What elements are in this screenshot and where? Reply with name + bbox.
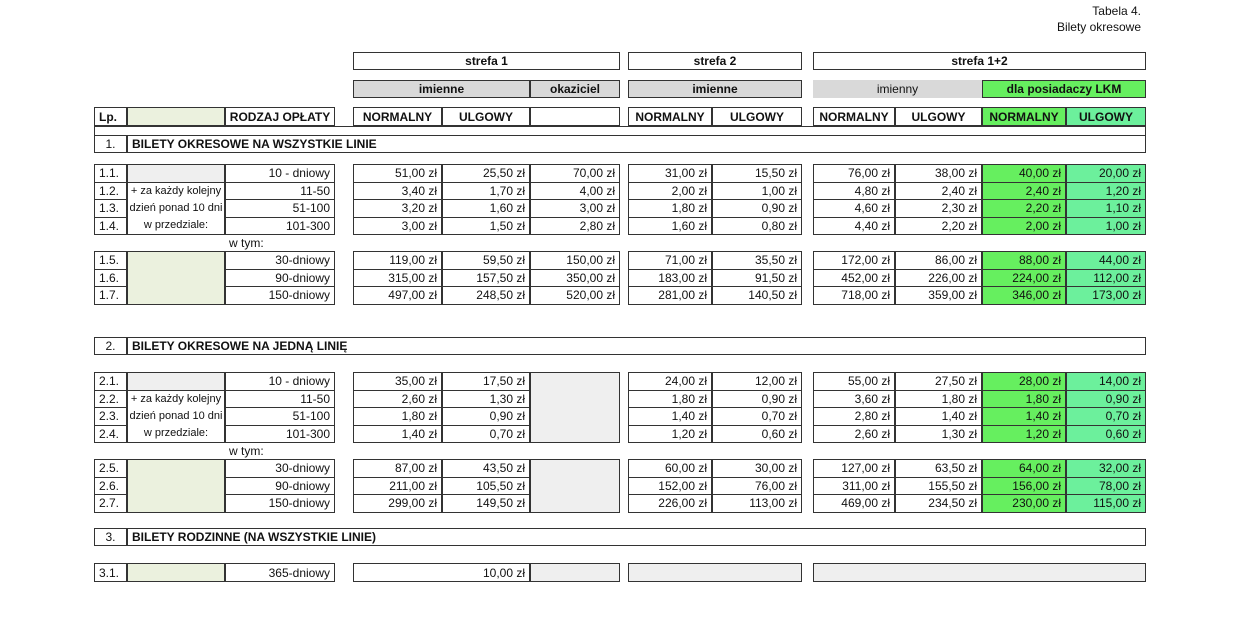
price-cell: 2,60 zł xyxy=(813,425,895,444)
col-header-reduced: NORMALNY xyxy=(813,107,895,126)
section-number: 2. xyxy=(94,337,127,355)
desc-blank xyxy=(127,164,225,183)
row-type: 10 - dniowy xyxy=(225,372,335,391)
price-cell: 1,00 zł xyxy=(1066,217,1146,236)
price-cell: 1,70 zł xyxy=(442,182,530,201)
col-header-blank xyxy=(530,107,620,126)
row-type: 30-dniowy xyxy=(225,251,335,270)
row-type: 11-50 xyxy=(225,182,335,201)
price-cell: 718,00 zł xyxy=(813,286,895,305)
price-cell: 88,00 zł xyxy=(982,251,1066,270)
row-lp: 1.2. xyxy=(94,182,127,201)
price-cell: 1,80 zł xyxy=(628,390,712,409)
table-caption-number: Tabela 4. xyxy=(1092,4,1141,18)
price-cell: 119,00 zł xyxy=(353,251,442,270)
section-title: BILETY OKRESOWE NA JEDNĄ LINIĘ xyxy=(127,337,1146,355)
price-cell: 149,50 zł xyxy=(442,494,530,513)
price-cell: 2,40 zł xyxy=(895,182,982,201)
row-type: 90-dniowy xyxy=(225,269,335,288)
price-cell: 226,00 zł xyxy=(628,494,712,513)
row-lp: 1.4. xyxy=(94,217,127,236)
price-cell: 43,50 zł xyxy=(442,459,530,478)
price-cell: 15,50 zł xyxy=(712,164,802,183)
price-cell: 497,00 zł xyxy=(353,286,442,305)
price-cell: 1,80 zł xyxy=(982,390,1066,409)
col-header-normal: NORMALNY xyxy=(353,107,442,126)
row-lp: 2.3. xyxy=(94,407,127,426)
price-cell: 1,50 zł xyxy=(442,217,530,236)
price-cell: 211,00 zł xyxy=(353,477,442,496)
price-cell: 2,20 zł xyxy=(895,217,982,236)
price-cell: 469,00 zł xyxy=(813,494,895,513)
desc-blank xyxy=(127,251,225,305)
w-tym-label: w tym: xyxy=(229,444,264,458)
desc-line: w przedziale: xyxy=(143,426,209,439)
row-lp: 2.7. xyxy=(94,494,127,513)
price-cell: 172,00 zł xyxy=(813,251,895,270)
subheader-imienny-s12: imienny xyxy=(813,80,982,98)
price-cell: 315,00 zł xyxy=(353,269,442,288)
row-lp: 2.6. xyxy=(94,477,127,496)
price-cell: 1,40 zł xyxy=(353,425,442,444)
desc-line: w przedziale: xyxy=(143,218,209,231)
price-cell: 1,80 zł xyxy=(895,390,982,409)
price-cell: 1,60 zł xyxy=(628,217,712,236)
price-cell: 0,80 zł xyxy=(712,217,802,236)
price-cell: 1,20 zł xyxy=(1066,182,1146,201)
row-lp: 1.1. xyxy=(94,164,127,183)
price-cell: 230,00 zł xyxy=(982,494,1066,513)
row-type: 150-dniowy xyxy=(225,286,335,305)
desc-per-day-note xyxy=(127,182,225,236)
desc-line: dzień ponad 10 dni xyxy=(129,201,223,214)
row-lp: 2.5. xyxy=(94,459,127,478)
row-lp: 3.1. xyxy=(94,563,127,582)
price-cell: 299,00 zł xyxy=(353,494,442,513)
price-cell: 4,60 zł xyxy=(813,199,895,218)
price-cell: 17,50 zł xyxy=(442,372,530,391)
col-header-normal: ULGOWY xyxy=(1066,107,1146,126)
price-cell: 87,00 zł xyxy=(353,459,442,478)
empty-cell xyxy=(530,459,620,513)
price-cell: 1,20 zł xyxy=(628,425,712,444)
price-cell: 105,50 zł xyxy=(442,477,530,496)
price-cell: 1,80 zł xyxy=(628,199,712,218)
col-header-blank xyxy=(127,107,225,126)
row-lp: 2.4. xyxy=(94,425,127,444)
table-caption-title: Bilety okresowe xyxy=(1056,20,1141,34)
price-cell: 248,50 zł xyxy=(442,286,530,305)
section-number: 1. xyxy=(94,135,127,153)
price-cell: 35,50 zł xyxy=(712,251,802,270)
price-cell: 311,00 zł xyxy=(813,477,895,496)
section-title: BILETY OKRESOWE NA WSZYSTKIE LINIE xyxy=(127,135,1146,153)
price-cell: 40,00 zł xyxy=(982,164,1066,183)
price-cell: 281,00 zł xyxy=(628,286,712,305)
subheader-imienne-s2: imienne xyxy=(628,80,802,98)
price-cell: 115,00 zł xyxy=(1066,494,1146,513)
price-cell: 35,00 zł xyxy=(353,372,442,391)
desc-blank xyxy=(127,372,225,391)
price-cell: 28,00 zł xyxy=(982,372,1066,391)
price-cell: 2,00 zł xyxy=(628,182,712,201)
price-cell: 4,00 zł xyxy=(530,182,620,201)
price-cell: 140,50 zł xyxy=(712,286,802,305)
price-cell: 112,00 zł xyxy=(1066,269,1146,288)
row-type: 101-300 xyxy=(225,425,335,444)
price-cell: 1,40 zł xyxy=(982,407,1066,426)
price-cell: 113,00 zł xyxy=(712,494,802,513)
price-cell: 0,70 zł xyxy=(712,407,802,426)
price-cell: 224,00 zł xyxy=(982,269,1066,288)
desc-blank xyxy=(127,563,225,582)
price-cell: 1,30 zł xyxy=(442,390,530,409)
row-lp: 2.1. xyxy=(94,372,127,391)
row-type: 30-dniowy xyxy=(225,459,335,478)
subheader-imienne-s1: imienne xyxy=(353,80,530,98)
price-cell: 2,80 zł xyxy=(813,407,895,426)
row-lp: 1.3. xyxy=(94,199,127,218)
price-cell: 63,50 zł xyxy=(895,459,982,478)
col-header-lp: Lp. xyxy=(94,107,127,126)
price-cell: 234,50 zł xyxy=(895,494,982,513)
price-cell: 2,40 zł xyxy=(982,182,1066,201)
zone-header-strefa-1-2: strefa 1+2 xyxy=(813,52,1146,70)
row-type: 101-300 xyxy=(225,217,335,236)
price-cell: 152,00 zł xyxy=(628,477,712,496)
price-cell: 20,00 zł xyxy=(1066,164,1146,183)
price-cell: 78,00 zł xyxy=(1066,477,1146,496)
col-header-reduced: ULGOWY xyxy=(442,107,530,126)
price-cell: 0,60 zł xyxy=(712,425,802,444)
price-cell: 4,40 zł xyxy=(813,217,895,236)
row-type: 10 - dniowy xyxy=(225,164,335,183)
price-cell: 1,60 zł xyxy=(442,199,530,218)
price-cell: 3,00 zł xyxy=(353,217,442,236)
row-type: 51-100 xyxy=(225,407,335,426)
price-cell: 31,00 zł xyxy=(628,164,712,183)
row-type: 365-dniowy xyxy=(225,563,335,582)
price-cell: 38,00 zł xyxy=(895,164,982,183)
price-cell: 64,00 zł xyxy=(982,459,1066,478)
price-cell: 25,50 zł xyxy=(442,164,530,183)
zone-header-strefa-2: strefa 2 xyxy=(628,52,802,70)
price-cell: 12,00 zł xyxy=(712,372,802,391)
price-cell: 2,20 zł xyxy=(982,199,1066,218)
price-cell: 0,70 zł xyxy=(1066,407,1146,426)
row-lp: 1.6. xyxy=(94,269,127,288)
price-cell: 59,50 zł xyxy=(442,251,530,270)
price-cell: 27,50 zł xyxy=(895,372,982,391)
price-cell: 226,00 zł xyxy=(895,269,982,288)
desc-per-day-note xyxy=(127,390,225,444)
price-cell: 183,00 zł xyxy=(628,269,712,288)
price-cell: 3,00 zł xyxy=(530,199,620,218)
price-cell: 350,00 zł xyxy=(530,269,620,288)
empty-cell xyxy=(813,563,1146,582)
row-lp: 2.2. xyxy=(94,390,127,409)
desc-line: + za każdy kolejny xyxy=(130,184,222,197)
subheader-okaziciel: okaziciel xyxy=(530,80,620,98)
row-type: 51-100 xyxy=(225,199,335,218)
price-cell: 0,90 zł xyxy=(712,199,802,218)
price-cell: 30,00 zł xyxy=(712,459,802,478)
price-cell: 3,40 zł xyxy=(353,182,442,201)
zone-header-strefa-1: strefa 1 xyxy=(353,52,620,70)
price-cell: 1,40 zł xyxy=(895,407,982,426)
price-cell: 0,90 zł xyxy=(1066,390,1146,409)
empty-cell xyxy=(530,563,620,582)
price-cell: 0,90 zł xyxy=(442,407,530,426)
price-cell: 2,30 zł xyxy=(895,199,982,218)
price-cell: 2,00 zł xyxy=(982,217,1066,236)
price-cell: 1,40 zł xyxy=(628,407,712,426)
price-cell: 24,00 zł xyxy=(628,372,712,391)
price-cell: 346,00 zł xyxy=(982,286,1066,305)
section-title: BILETY RODZINNE (NA WSZYSTKIE LINIE) xyxy=(127,528,1146,546)
price-cell: 2,60 zł xyxy=(353,390,442,409)
price-cell: 1,80 zł xyxy=(353,407,442,426)
price-cell: 452,00 zł xyxy=(813,269,895,288)
price-cell: 91,50 zł xyxy=(712,269,802,288)
price-cell: 76,00 zł xyxy=(712,477,802,496)
price-cell: 1,20 zł xyxy=(982,425,1066,444)
price-cell: 156,00 zł xyxy=(982,477,1066,496)
col-header-normal: ULGOWY xyxy=(895,107,982,126)
price-cell: 60,00 zł xyxy=(628,459,712,478)
price-cell: 10,00 zł xyxy=(353,563,530,582)
price-cell: 127,00 zł xyxy=(813,459,895,478)
row-type: 11-50 xyxy=(225,390,335,409)
col-header-type: RODZAJ OPŁATY xyxy=(225,107,335,126)
price-cell: 51,00 zł xyxy=(353,164,442,183)
price-cell: 1,00 zł xyxy=(712,182,802,201)
price-cell: 70,00 zł xyxy=(530,164,620,183)
col-header-reduced: NORMALNY xyxy=(628,107,712,126)
col-header-normal: ULGOWY xyxy=(712,107,802,126)
empty-cell xyxy=(628,563,802,582)
price-cell: 157,50 zł xyxy=(442,269,530,288)
row-type: 150-dniowy xyxy=(225,494,335,513)
price-cell: 76,00 zł xyxy=(813,164,895,183)
price-cell: 0,70 zł xyxy=(442,425,530,444)
subheader-lkm: dla posiadaczy LKM xyxy=(982,80,1146,98)
desc-line: + za każdy kolejny xyxy=(130,392,222,405)
price-cell: 71,00 zł xyxy=(628,251,712,270)
price-cell: 155,50 zł xyxy=(895,477,982,496)
price-cell: 520,00 zł xyxy=(530,286,620,305)
desc-blank xyxy=(127,459,225,513)
price-cell: 1,10 zł xyxy=(1066,199,1146,218)
price-cell: 55,00 zł xyxy=(813,372,895,391)
col-header-reduced: NORMALNY xyxy=(982,107,1066,126)
price-cell: 86,00 zł xyxy=(895,251,982,270)
price-cell: 150,00 zł xyxy=(530,251,620,270)
price-cell: 1,30 zł xyxy=(895,425,982,444)
desc-line: dzień ponad 10 dni xyxy=(129,409,223,422)
price-cell: 0,90 zł xyxy=(712,390,802,409)
row-lp: 1.7. xyxy=(94,286,127,305)
price-cell: 3,20 zł xyxy=(353,199,442,218)
price-cell: 173,00 zł xyxy=(1066,286,1146,305)
section-number: 3. xyxy=(94,528,127,546)
price-cell: 359,00 zł xyxy=(895,286,982,305)
price-cell: 32,00 zł xyxy=(1066,459,1146,478)
empty-cell xyxy=(530,372,620,443)
price-cell: 44,00 zł xyxy=(1066,251,1146,270)
row-type: 90-dniowy xyxy=(225,477,335,496)
price-cell: 3,60 zł xyxy=(813,390,895,409)
price-cell: 0,60 zł xyxy=(1066,425,1146,444)
price-cell: 14,00 zł xyxy=(1066,372,1146,391)
price-cell: 2,80 zł xyxy=(530,217,620,236)
row-lp: 1.5. xyxy=(94,251,127,270)
w-tym-label: w tym: xyxy=(229,236,264,250)
price-cell: 4,80 zł xyxy=(813,182,895,201)
